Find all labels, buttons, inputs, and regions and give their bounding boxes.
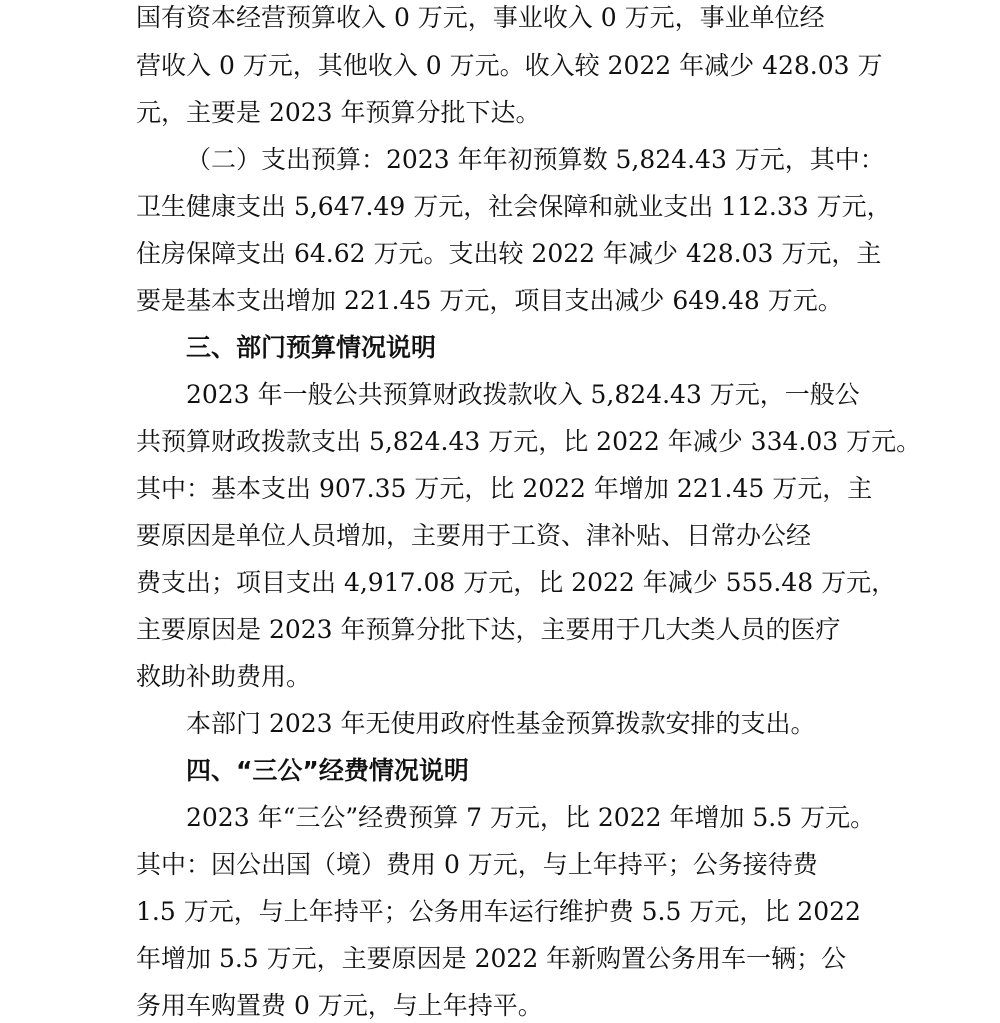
text-line: 主要原因是 2023 年预算分批下达，主要用于几大类人员的医疗 xyxy=(136,615,841,644)
text-line: 要是基本支出增加 221.45 万元，项目支出减少 649.48 万元。 xyxy=(136,286,843,315)
text-line: 营收入 0 万元，其他收入 0 万元。收入较 2022 年减少 428.03 万 xyxy=(136,51,883,80)
text-line: 费支出；项目支出 4,917.08 万元，比 2022 年减少 555.48 万元， xyxy=(136,568,897,597)
text-line: 2023 年“三公”经费预算 7 万元，比 2022 年增加 5.5 万元。 xyxy=(186,803,876,832)
text-line: 元，主要是 2023 年预算分批下达。 xyxy=(136,98,541,127)
text-line: 1.5 万元，与上年持平；公务用车运行维护费 5.5 万元，比 2022 xyxy=(136,897,861,926)
text-line: 住房保障支出 64.62 万元。支出较 2022 年减少 428.03 万元，主 xyxy=(136,239,882,268)
text-line: 国有资本经营预算收入 0 万元，事业收入 0 万元，事业单位经 xyxy=(136,3,825,32)
text-line: （二）支出预算：2023 年年初预算数 5,824.43 万元，其中： xyxy=(186,145,885,174)
text-line: 要原因是单位人员增加，主要用于工资、津补贴、日常办公经 xyxy=(136,521,812,550)
text-line: 年增加 5.5 万元，主要原因是 2022 年新购置公务用车一辆；公 xyxy=(136,944,847,973)
text-line: 卫生健康支出 5,647.49 万元，社会保障和就业支出 112.33 万元， xyxy=(136,192,892,221)
section-heading-3: 三、部门预算情况说明 xyxy=(186,333,437,362)
text-line: 共预算财政拨款支出 5,824.43 万元，比 2022 年减少 334.03 万元。 xyxy=(136,427,922,456)
text-line: 其中：基本支出 907.35 万元，比 2022 年增加 221.45 万元，主 xyxy=(136,474,873,503)
text-line: 务用车购置费 0 万元，与上年持平。 xyxy=(136,991,543,1020)
text-line: 其中：因公出国（境）费用 0 万元，与上年持平；公务接待费 xyxy=(136,850,818,879)
text-line: 2023 年一般公共预算财政拨款收入 5,824.43 万元，一般公 xyxy=(186,380,860,409)
text-line: 本部门 2023 年无使用政府性基金预算拨款安排的支出。 xyxy=(186,709,816,738)
section-heading-4: 四、“三公”经费情况说明 xyxy=(186,756,469,785)
text-line: 救助补助费用。 xyxy=(136,662,312,691)
